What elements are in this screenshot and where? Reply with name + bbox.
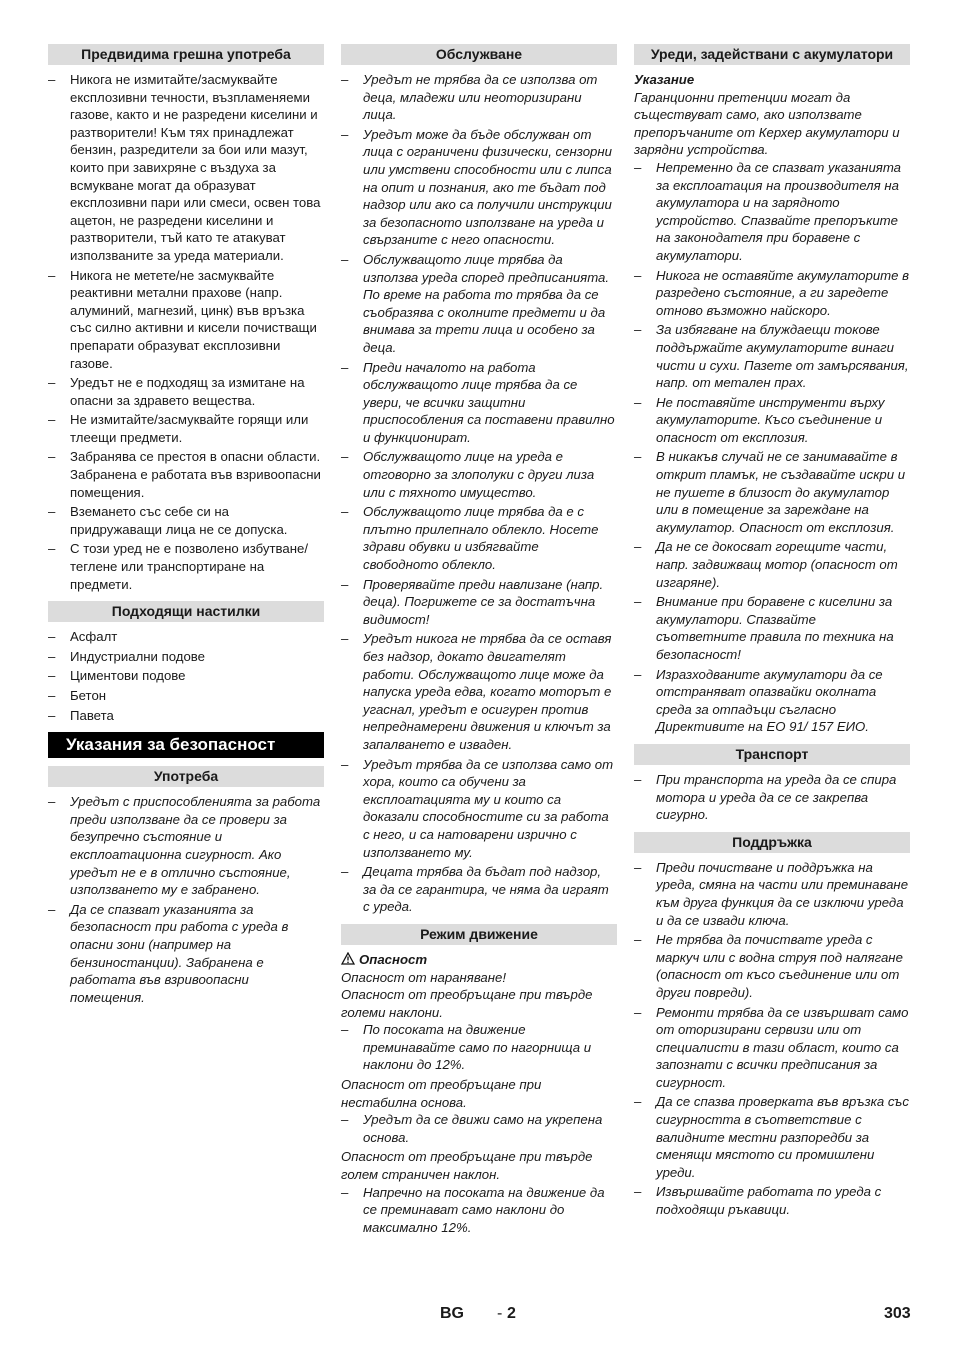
driving-paragraph: Опасност от преобръщане при твърде голем страничен наклон. xyxy=(341,1149,593,1183)
list-item: – Никога не оставяйте акумулаторите в разредено състояние, а ги заредете отново възможно найскоро. xyxy=(634,267,910,320)
list-item: – Преди почистване и поддръжка на уреда, смяна на части или преминаване към друга функция да се изключи уреда и да се извади ключа. xyxy=(634,859,910,929)
list-item: – Уредът да се движи само на укрепена основа. xyxy=(341,1111,617,1146)
list-item: – Напречно на посоката на движение да се преминават само наклони до максимално 12%. xyxy=(341,1184,617,1237)
misuse-list xyxy=(48,71,324,593)
usage-list xyxy=(48,793,324,1006)
driving-block xyxy=(341,951,617,1237)
footer-lang: BG xyxy=(440,1305,464,1322)
section-title-misuse: Предвидима грешна употреба xyxy=(48,44,324,65)
driving-paragraph: Опасност от преобръщане при твърде големи наклони. xyxy=(341,987,593,1020)
battery-list xyxy=(634,159,910,736)
list-item: – Никога не измитайте/засмуквайте експлозивни течности, възпламеняеми газове, както и не разредени киселини и разтворители! Към тях принадлежат бензин, разредители за бои или мазут, които при завихряне с въздуха за всмукване могат да образуват експлозивни пари или смеси, освен това ацетон, не разредени киселини и разтворители, тъй като те атакуват използваните за уреда материали. xyxy=(48,71,324,265)
list-item: – По посоката на движение преминавайте само по нагорнища и наклони до 12%. xyxy=(341,1021,617,1074)
danger-label: Опасност xyxy=(359,951,428,967)
warning-triangle-icon xyxy=(341,952,355,965)
list-item: – С този уред не е позволено избутване/теглене или транспортиране на предмети. xyxy=(48,540,324,593)
list-item: – Ремонти трябва да се извършват само от оторизирани сервизи или от специалисти в тази област, които са запознати с всички предписания за сигурност. xyxy=(634,1004,910,1092)
list-item: – Никога не метете/не засмуквайте реактивни метални прахове (напр. алуминий, магнезий, цинк) във връзка със силно активни и кисели почистващи препарати образуват експлозивни газове. xyxy=(48,267,324,373)
maintenance-list xyxy=(634,859,910,1219)
list-item: – Извършвайте работата по уреда с подходящи ръкавици. xyxy=(634,1183,910,1218)
surfaces-list xyxy=(48,628,324,724)
danger-label-row xyxy=(341,951,617,969)
list-item: – Да не се докосват горещите части, напр. задвижващ мотор (опасност от изгаряне). xyxy=(634,538,910,591)
list-item: – Проверявайте преди навлизане (напр. деца). Погрижете се за достатъчна видимост! xyxy=(341,576,617,629)
list-item: – Да се спазват указанията за безопасност при работа с уреда в опасни зони (например на бензиностанции). Забранена е работата във взривоопасни помещения. xyxy=(48,901,324,1007)
list-item: – При транспорта на уреда да се спира мотора и уреда да се се закрепва сигурно. xyxy=(634,771,910,824)
note-text: Гаранционни претенции могат да съществуват само, ако използвате препоръчаните от Керхер акумулатори и зарядни устройства. xyxy=(634,89,900,158)
list-item: – Уредът не е подходящ за измитане на опасни за здравето вещества. xyxy=(48,374,324,409)
list-item: – Изразходваните акумулатори да се отстраняват опазвайки околната среда за отпадъци съгласно Директивите на ЕО 91/ 157 ЕИО. xyxy=(634,666,910,736)
list-item: – Внимание при боравене с киселини за акумулатори. Спазвайте съответните правила по техника на безопасност! xyxy=(634,593,910,663)
list-item: – Преди началото на работа обслужващото лице трябва да се увери, че всички защитни приспособления са поставени правилно и функционират. xyxy=(341,359,617,447)
list-item: – Уредът с приспособленията за работа преди използване да се провери за безупречно състояние и експлоатационна сигурност. Ако уредът не е в отлично състояние, използването му е забранено. xyxy=(48,793,324,899)
section-title-battery: Уреди, задействани с акумулатори xyxy=(634,44,910,65)
page-number: 303 xyxy=(884,1305,911,1322)
list-item: – Обслужващото лице трябва да използва уреда според предписанията. По време на работа то трябва да се съобразява с околните предмети и да внимава за трети лица и особено за деца. xyxy=(341,251,617,357)
list-item: – Циментови подове xyxy=(48,667,324,685)
transport-list xyxy=(634,771,910,824)
section-title-transport: Транспорт xyxy=(634,744,910,765)
list-item: – Уредът трябва да се използва само от хора, които са обучени за експлоатацията му и които са доказали способностите си за работа с него, и са натоварени изрично с използването му. xyxy=(341,756,617,862)
list-item: – Непременно да се спазват указанията за експлоатация на производителя на акумулатора и на зарядното устройство. Спазвайте препоръките на законодателя при боравене с акумулатори. xyxy=(634,159,910,265)
list-item: – Обслужващото лице трябва да е с плътно прилепнало облекло. Носете здрави обувки и избягвайте свободното облекло. xyxy=(341,503,617,573)
list-item: – Забранява се престоя в опасни области. Забранена е работата във взривоопасни помещения. xyxy=(48,448,324,501)
section-title-surfaces: Подходящи настилки xyxy=(48,601,324,622)
list-item: – Бетон xyxy=(48,687,324,705)
footer-separator: - xyxy=(497,1305,503,1322)
list-item: – Обслужващото лице на уреда е отговорно за злополуки с други лиза или с тяхното имущество. xyxy=(341,448,617,501)
section-title-usage: Употреба xyxy=(48,766,324,787)
safety-heading: Указания за безопасност xyxy=(48,732,324,758)
section-title-maintenance: Поддръжка xyxy=(634,832,910,853)
list-item: – Асфалт xyxy=(48,628,324,646)
operation-list xyxy=(341,71,617,916)
list-item: – За избягване на блуждаещи токове поддържайте акумулаторите винаги чисти и сухи. Пазете от замърсявания, напр. от метален прах. xyxy=(634,321,910,391)
driving-paragraph: Опасност от нараняване! xyxy=(341,969,507,985)
battery-note xyxy=(634,71,910,159)
section-title-operation: Обслужване xyxy=(341,44,617,65)
list-item: – Не измитайте/засмуквайте горящи или тлеещи предмети. xyxy=(48,411,324,446)
list-item: – Не поставяйте инструменти върху акумулаторите. Късо съединение и опасност от експлозия. xyxy=(634,394,910,447)
list-item: – Уредът никога не трябва да се оставя без надзор, докато двигателят работи. Обслужващото лице може да напуска уреда едва, когато моторът е угаснал, уредът е осигурен против непреднамерени движения и ключът за запалването е изваден. xyxy=(341,630,617,753)
column-middle xyxy=(341,44,617,1238)
section-title-driving: Режим движение xyxy=(341,924,617,945)
list-item: – Павета xyxy=(48,707,324,725)
list-item: – Вземането със себе си на придружаващи лица не се допуска. xyxy=(48,503,324,538)
column-right xyxy=(634,44,910,1221)
column-left xyxy=(48,44,324,1008)
list-item: – Уредът не трябва да се използва от деца, младежи или неоторизирани лица. xyxy=(341,71,617,124)
list-item: – Децата трябва да бъдат под надзор, за да се гарантира, че няма да играят с уреда. xyxy=(341,863,617,916)
list-item: – Уредът може да бъде обслужван от лица с ограничени физически, сензорни или умствени способности или с липса на опит и познания, ако те бъдат под надзор или ако са получили инструкции за безопасното използване на уреда и свързаните с него опасности. xyxy=(341,126,617,249)
list-item: – Индустриални подове xyxy=(48,648,324,666)
list-item: – В никакъв случай не се занимавайте в открит пламък, не създавайте искри и не пушете в близост до акумулатор или в помещение за зареждане на акумулатор. Опасност от експлозия. xyxy=(634,448,910,536)
driving-paragraph: Опасност от преобръщане при нестабилна основа. xyxy=(341,1077,542,1110)
note-label: Указание xyxy=(634,72,695,87)
footer-section: 2 xyxy=(507,1305,516,1322)
list-item: – Не трябва да почиствате уреда с маркуч или с водна струя под налягане (опасност от късо съединение или от други повреди). xyxy=(634,931,910,1001)
list-item: – Да се спазва проверката във връзка със сигурността в съответствие с валидните местни разпоредби за сменящи мястото си промишлени уреди. xyxy=(634,1093,910,1181)
